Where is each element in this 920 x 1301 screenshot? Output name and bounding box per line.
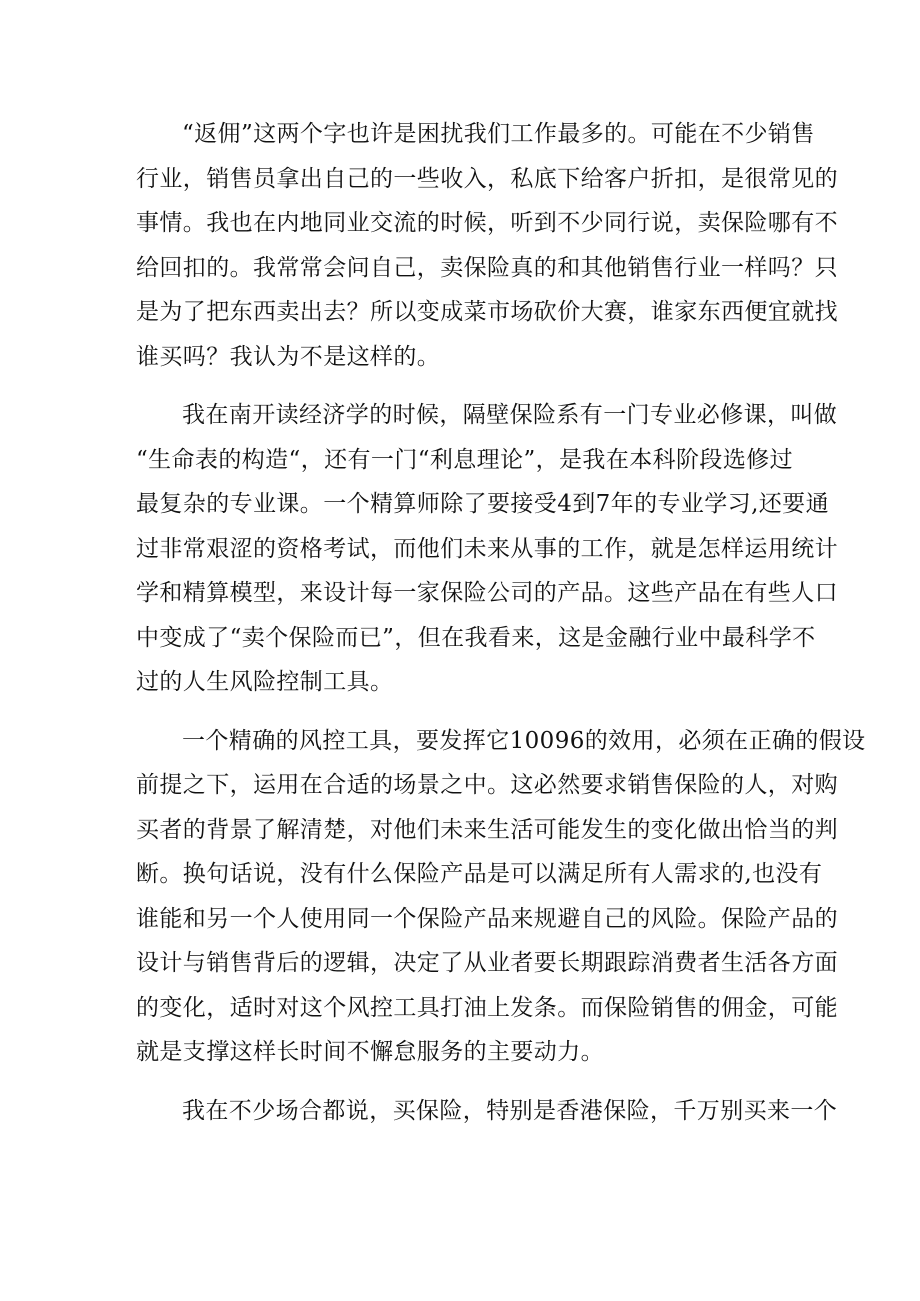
paragraph-3 (136, 719, 866, 1075)
text-line: 过的人生风险控制工具。 (136, 669, 394, 695)
text-line: 行业，销售员拿出自己的一些收入，私底下给客户折扣，是很常见的 (136, 165, 838, 192)
paragraph-gap (136, 1075, 796, 1089)
text-line: 过非常艰涩的资格考试，而他们未来从事的工作，就是怎样运用统计 (136, 535, 838, 562)
text-line: 就是支撑这样长时间不懈怠服务的主要动力。 (136, 1039, 604, 1065)
text-line: 的变化，适时对这个风控工具打油上发条。而保险销售的佣金，可能 (136, 994, 838, 1021)
text-line: 断。换句话说，没有什么保险产品是可以满足所有人需求的,也没有 (136, 861, 823, 887)
paragraph-2 (136, 393, 838, 705)
text-line: 事情。我也在内地同业交流的时候，听到不少同行说，卖保险哪有不 (136, 210, 838, 236)
paragraph-gap (136, 705, 796, 719)
text-line: 给回扣的。我常常会问自己，卖保险真的和其他销售行业一样吗？只 (136, 254, 838, 281)
text-line: 一个精确的风控工具，要发挥它10096的效用，必须在正确的假设 (182, 727, 866, 754)
text-line: 我在不少场合都说，买保险，特别是香港保险，千万别买来一个 (182, 1097, 838, 1124)
paragraph-gap (136, 379, 796, 393)
text-line: 我在南开读经济学的时候，隔壁保险系有一门专业必修课，叫做 (182, 402, 838, 428)
text-line: “返佣”这两个字也许是困扰我们工作最多的。可能在不少销售 (182, 121, 815, 147)
text-line: 买者的背景了解清楚，对他们未来生活可能发生的变化做出恰当的判 (136, 816, 838, 843)
text-line: 设计与销售背后的逻辑，决定了从业者要长期跟踪消费者生活各方面 (136, 950, 838, 976)
paragraph-4 (136, 1089, 838, 1134)
text-line: 前提之下，运用在合适的场景之中。这必然要求销售保险的人，对购 (136, 772, 838, 798)
text-line: 学和精算模型，来设计每一家保险公司的产品。这些产品在有些人口 (136, 580, 838, 606)
paragraph-1 (136, 112, 838, 379)
text-line: 谁买吗？我认为不是这样的。 (136, 343, 441, 370)
document-body (136, 112, 866, 1133)
text-line: 中变成了“卖个保险而已”，但在我看来，这是金融行业中最科学不 (136, 624, 816, 651)
text-line: 是为了把东西卖出去？所以变成菜市场砍价大赛，谁家东西便宜就找 (136, 299, 838, 325)
text-line: “生命表的构造“，还有一门“利息理论”，是我在本科阶段选修过 (136, 446, 794, 473)
text-line: 最复杂的专业课。一个精算师除了要接受4到7年的专业学习,还要通 (136, 491, 829, 517)
text-line: 谁能和另一个人使用同一个保险产品来规避自己的风险。保险产品的 (136, 905, 838, 932)
